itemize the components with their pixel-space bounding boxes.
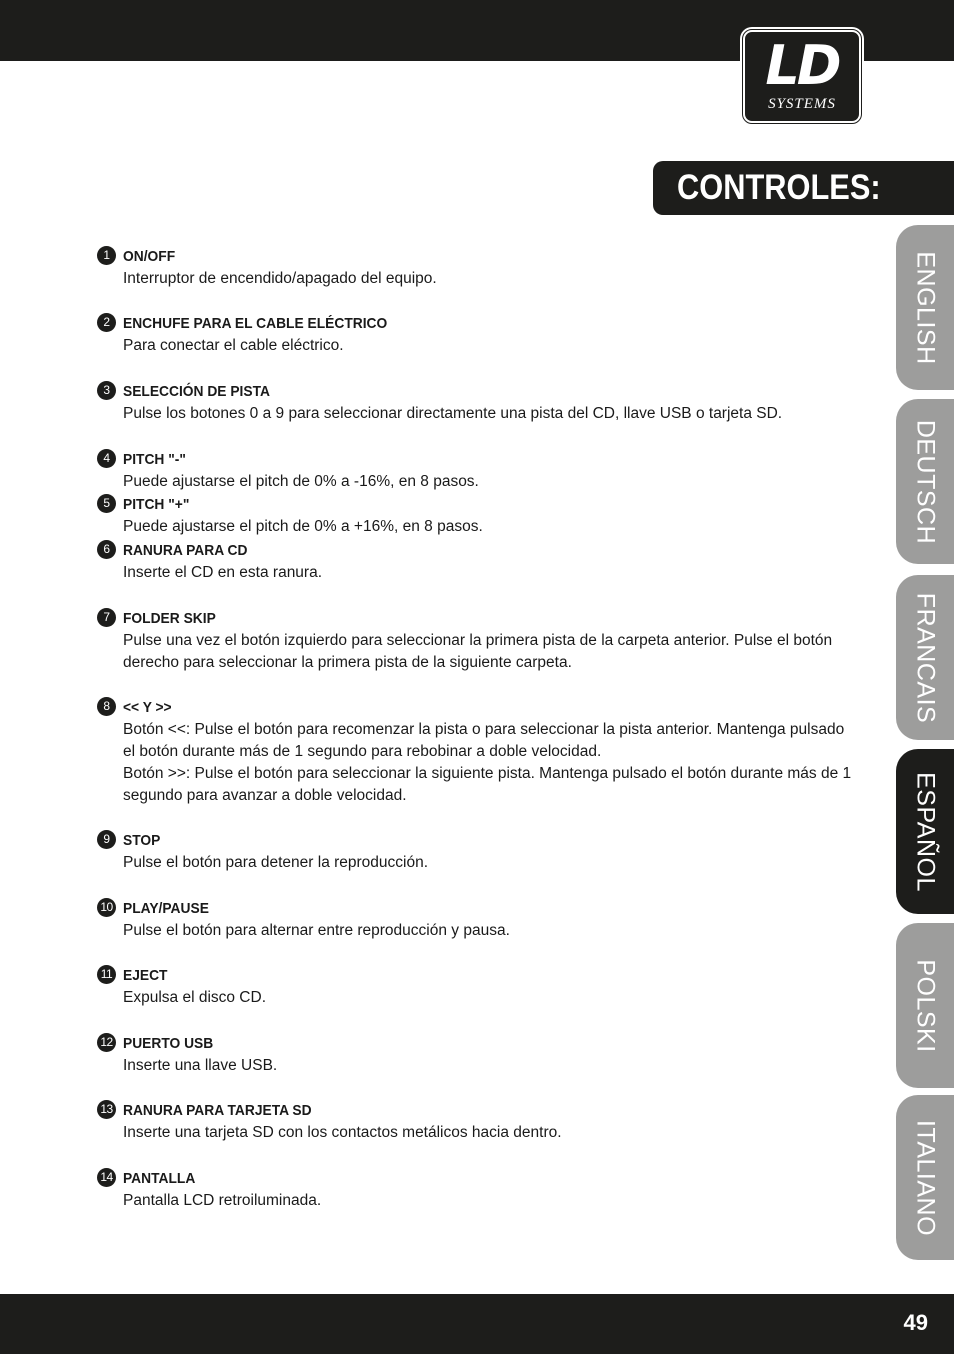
- control-item: [97, 965, 857, 1009]
- item-description: Botón <<: Pulse el botón para recomenzar la pista o para seleccionar la pista anterior. Mantenga pulsado el botón durante más de 1 segundo para rebobinar a doble velocidad.: [123, 721, 845, 760]
- tab-francais-label: FRANCAIS: [911, 592, 940, 723]
- item-description: Inserte una tarjeta SD con los contactos metálicos hacia dentro.: [123, 1124, 562, 1141]
- section-title-box: [653, 161, 954, 215]
- item-title: RANURA PARA CD: [123, 542, 248, 559]
- item-title: RANURA PARA TARJETA SD: [123, 1102, 312, 1119]
- logo-subtitle: SYSTEMS: [768, 96, 836, 112]
- control-item: [97, 608, 857, 674]
- item-title: SELECCIÓN DE PISTA: [123, 383, 270, 400]
- item-title: PITCH "-": [123, 451, 186, 468]
- control-item: [97, 1033, 857, 1077]
- item-description: Pulse el botón para detener la reproducción.: [123, 854, 429, 871]
- control-item: [97, 1168, 857, 1212]
- page-number: 49: [903, 1310, 928, 1335]
- tab-espanol[interactable]: [896, 749, 954, 914]
- control-item: [97, 540, 857, 584]
- ld-systems-logo: [740, 27, 864, 126]
- item-description: Inserte una llave USB.: [123, 1057, 278, 1074]
- item-number-badge: 13: [97, 1100, 116, 1119]
- item-description-2: Botón >>: Pulse el botón para seleccionar la siguiente pista. Mantenga pulsado el botón durante más de 1 segundo para avanzar a doble velocidad.: [123, 765, 852, 804]
- item-description: Para conectar el cable eléctrico.: [123, 337, 344, 354]
- tab-deutsch[interactable]: [896, 399, 954, 564]
- item-description: Interruptor de encendido/apagado del equipo.: [123, 270, 437, 287]
- item-title: PANTALLA: [123, 1170, 196, 1187]
- item-number-badge: 5: [97, 494, 116, 513]
- item-title: PITCH "+": [123, 496, 190, 513]
- page-title: CONTROLES:: [677, 168, 881, 207]
- item-description: Puede ajustarse el pitch de 0% a -16%, en 8 pasos.: [123, 473, 479, 490]
- item-title: STOP: [123, 832, 161, 849]
- item-title: PUERTO USB: [123, 1035, 214, 1052]
- control-item: [97, 830, 857, 874]
- control-item: [97, 313, 857, 357]
- item-number-badge: 3: [97, 381, 116, 400]
- item-number-badge: 8: [97, 697, 116, 716]
- logo-mark: LD: [765, 34, 839, 97]
- item-number-badge: 6: [97, 540, 116, 559]
- item-title: << Y >>: [123, 699, 172, 716]
- item-description: Pulse el botón para alternar entre reproducción y pausa.: [123, 922, 510, 939]
- item-title: ENCHUFE PARA EL CABLE ELÉCTRICO: [123, 315, 388, 332]
- item-number-badge: 10: [97, 898, 116, 917]
- item-number-badge: 7: [97, 608, 116, 627]
- footer-bar: [0, 1294, 954, 1354]
- item-number-badge: 11: [97, 965, 116, 984]
- tab-deutsch-label: DEUTSCH: [911, 419, 940, 544]
- control-item: [97, 697, 857, 807]
- tab-espanol-label: ESPAÑOL: [911, 771, 940, 892]
- tab-polski[interactable]: [896, 923, 954, 1088]
- item-description: Puede ajustarse el pitch de 0% a +16%, en 8 pasos.: [123, 518, 483, 535]
- item-description: Expulsa el disco CD.: [123, 989, 267, 1006]
- item-number-badge: 4: [97, 449, 116, 468]
- tab-english-label: ENGLISH: [911, 250, 940, 365]
- tab-english[interactable]: [896, 225, 954, 390]
- item-number-badge: 9: [97, 830, 116, 849]
- item-description: Pantalla LCD retroiluminada.: [123, 1192, 322, 1209]
- control-item: [97, 449, 857, 493]
- logo-plate: [743, 30, 861, 123]
- item-title: FOLDER SKIP: [123, 610, 216, 627]
- tab-francais[interactable]: [896, 575, 954, 740]
- item-title: EJECT: [123, 967, 168, 984]
- item-number-badge: 1: [97, 246, 116, 265]
- control-item: [97, 246, 857, 290]
- item-number-badge: 14: [97, 1168, 116, 1187]
- control-item: [97, 381, 857, 425]
- control-item: [97, 898, 857, 942]
- tab-italiano-label: ITALIANO: [911, 1119, 940, 1236]
- tab-italiano[interactable]: [896, 1095, 954, 1260]
- item-title: ON/OFF: [123, 248, 176, 265]
- control-item: [97, 1100, 857, 1144]
- item-title: PLAY/PAUSE: [123, 900, 209, 917]
- item-description: Pulse una vez el botón izquierdo para seleccionar la primera pista de la carpeta anterior. Pulse el botón derecho para seleccionar la primera pista de la siguiente carpeta.: [123, 632, 833, 671]
- item-description: Inserte el CD en esta ranura.: [123, 564, 323, 581]
- item-description: Pulse los botones 0 a 9 para seleccionar directamente una pista del CD, llave USB o tarjeta SD.: [123, 405, 783, 422]
- control-item: [97, 494, 857, 538]
- item-number-badge: 12: [97, 1033, 116, 1052]
- item-number-badge: 2: [97, 313, 116, 332]
- tab-polski-label: POLSKI: [911, 958, 940, 1053]
